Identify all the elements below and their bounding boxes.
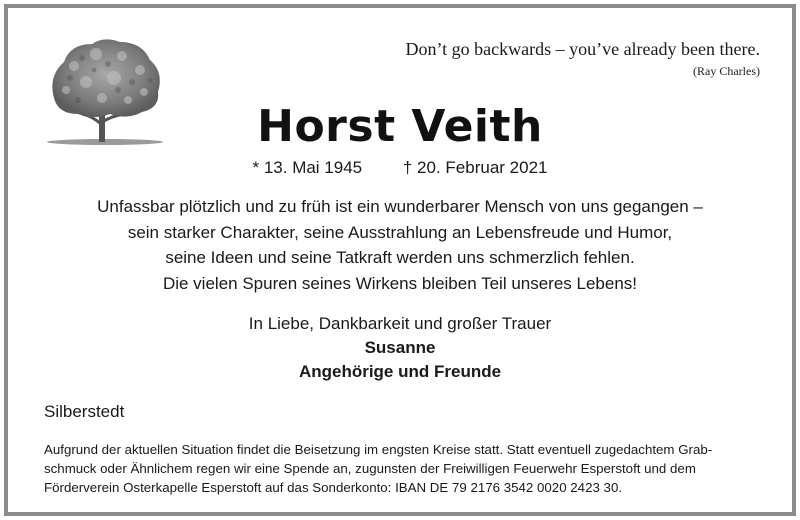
birth-date: * 13. Mai 1945: [252, 158, 363, 177]
notice-line: Aufgrund der aktuellen Situation findet die Beisetzung im engsten Kreise statt. Statt eventuell zugedachtem Grab-: [44, 442, 713, 457]
signature-family: Angehörige und Freunde: [298, 362, 502, 381]
signature-intro: In Liebe, Dankbarkeit und großer Trauer: [248, 314, 552, 333]
place-name: Silberstedt: [44, 402, 125, 421]
quote-text: Don’t go backwards – you’ve already been there.: [405, 39, 760, 59]
message-line: sein starker Charakter, seine Ausstrahlung an Lebensfreude und Humor,: [127, 222, 673, 242]
message-line: Die vielen Spuren seines Wirkens bleiben Teil unseres Lebens!: [162, 273, 638, 293]
message-line: seine Ideen und seine Tatkraft werden uns schmerzlich fehlen.: [165, 248, 635, 267]
notice-line: schmuck oder Ähnlichem regen wir eine Spende an, zugunsten der Freiwilligen Feuerwehr Esperstoft und dem: [44, 461, 696, 476]
quote-block: [405, 38, 760, 79]
deceased-name: Horst Veith: [257, 101, 543, 152]
memorial-message: [8, 194, 792, 296]
message-line: Unfassbar plötzlich und zu früh ist ein wunderbarer Mensch von uns gegangen –: [97, 197, 703, 216]
signature-name: Susanne: [364, 338, 436, 357]
obituary-card: [4, 4, 796, 516]
funeral-notice: [44, 440, 779, 497]
quote-author: (Ray Charles): [693, 64, 760, 78]
death-date: † 20. Februar 2021: [402, 158, 548, 177]
life-dates: [8, 158, 792, 178]
signature-block: [8, 312, 792, 384]
notice-line: Förderverein Osterkapelle Esperstoft auf das Sonderkonto: IBAN DE 79 2176 3542 0020 2423 30.: [44, 480, 623, 495]
